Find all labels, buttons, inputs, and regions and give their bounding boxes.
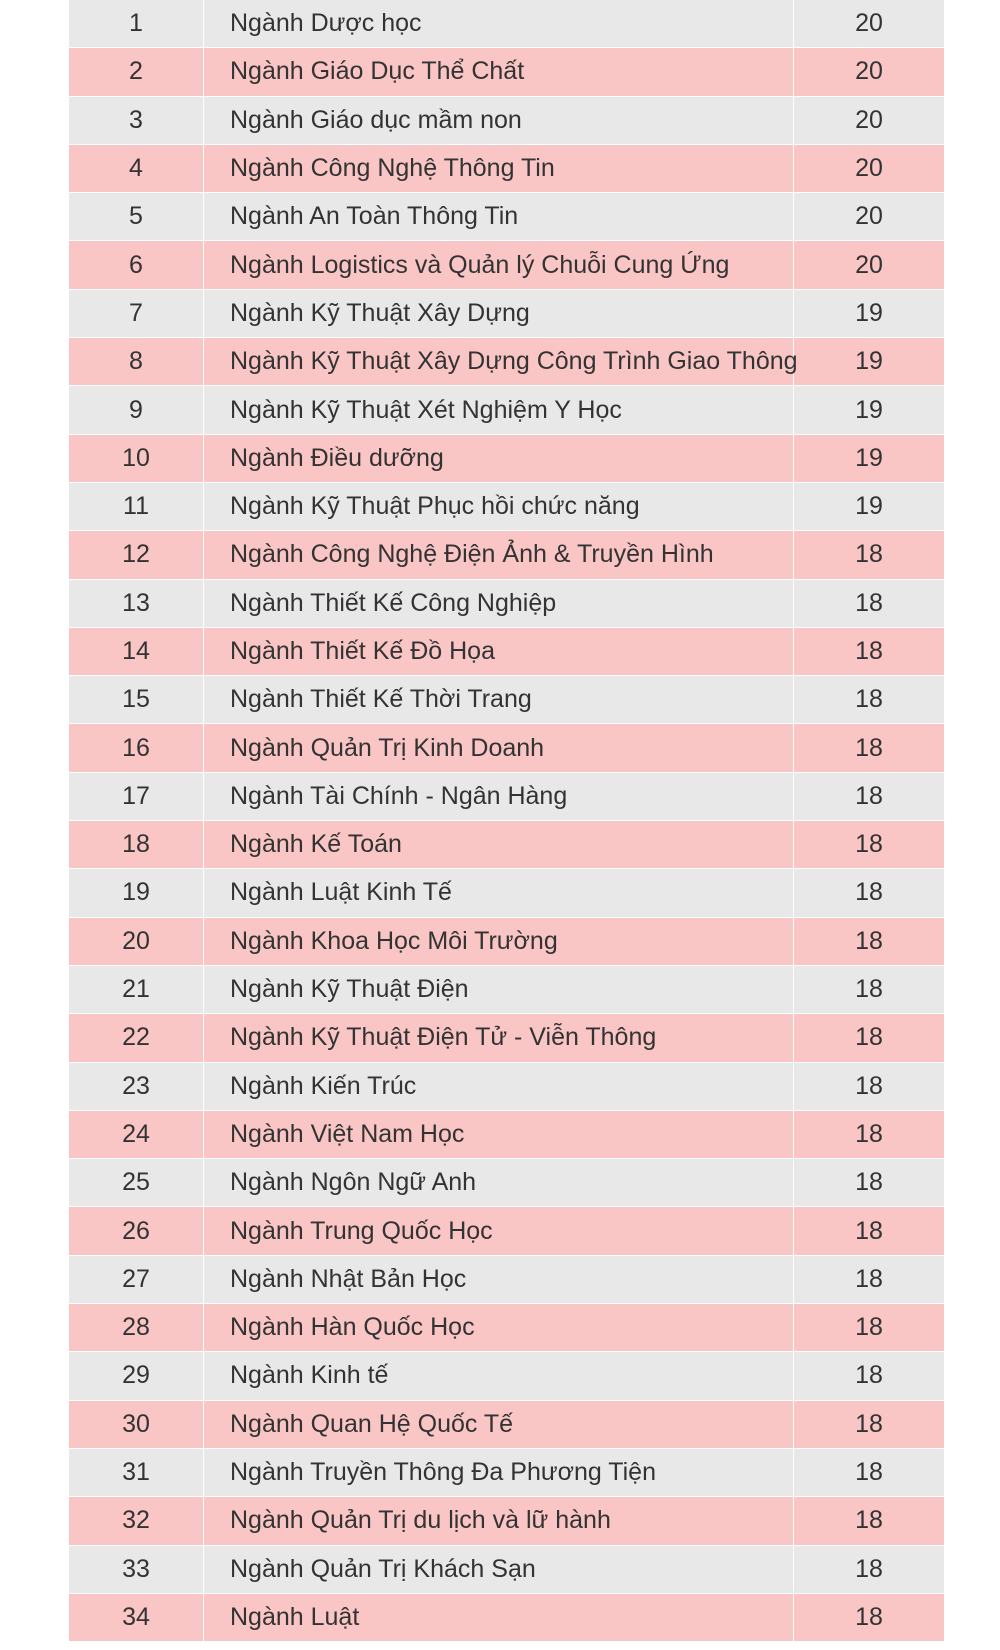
major-name-cell: Ngành Thiết Kế Thời Trang — [204, 676, 794, 723]
major-name-cell: Ngành Kinh tế — [204, 1352, 794, 1399]
row-number-cell: 26 — [69, 1207, 204, 1254]
table-row — [69, 0, 944, 48]
table-row — [69, 1207, 944, 1255]
major-name-cell: Ngành Hàn Quốc Học — [204, 1304, 794, 1351]
row-number-cell: 13 — [69, 580, 204, 627]
table-row — [69, 1014, 944, 1062]
row-number-cell: 33 — [69, 1546, 204, 1593]
table-row — [69, 1304, 944, 1352]
major-name-cell: Ngành Kế Toán — [204, 821, 794, 868]
table-row — [69, 1352, 944, 1400]
table-row — [69, 290, 944, 338]
major-name-cell: Ngành Thiết Kế Đồ Họa — [204, 628, 794, 675]
major-name-cell: Ngành Kỹ Thuật Xét Nghiệm Y Học — [204, 386, 794, 433]
score-cell: 18 — [855, 685, 883, 714]
major-name-cell: Ngành Kỹ Thuật Điện Tử - Viễn Thông — [204, 1014, 794, 1061]
table-row — [69, 1594, 944, 1642]
row-number-cell: 32 — [69, 1497, 204, 1544]
major-name-cell: Ngành Trung Quốc Học — [204, 1207, 794, 1254]
row-number-cell: 8 — [69, 338, 204, 385]
score-cell: 18 — [855, 1458, 883, 1487]
major-name-cell: Ngành Công Nghệ Điện Ảnh & Truyền Hình — [204, 531, 794, 578]
row-number-cell: 29 — [69, 1352, 204, 1399]
major-name-cell: Ngành Luật Kinh Tế — [204, 869, 794, 916]
table-row — [69, 821, 944, 869]
table-row — [69, 386, 944, 434]
major-name-cell: Ngành Quan Hệ Quốc Tế — [204, 1401, 794, 1448]
table-row — [69, 628, 944, 676]
major-name-cell: Ngành Thiết Kế Công Nghiệp — [204, 580, 794, 627]
table-row — [69, 48, 944, 96]
row-number-cell: 1 — [69, 0, 204, 47]
table-row — [69, 483, 944, 531]
score-cell: 19 — [855, 443, 883, 472]
score-cell: 20 — [855, 154, 883, 183]
table-row — [69, 435, 944, 483]
score-cell: 18 — [855, 1119, 883, 1148]
score-cell: 18 — [855, 1023, 883, 1052]
score-cell: 18 — [855, 1168, 883, 1197]
score-cell: 20 — [855, 57, 883, 86]
row-number-cell: 10 — [69, 435, 204, 482]
table-row — [69, 1159, 944, 1207]
major-name-cell: Ngành Quản Trị Kinh Doanh — [204, 724, 794, 771]
table-row — [69, 1256, 944, 1304]
table-row — [69, 773, 944, 821]
row-number-cell: 4 — [69, 145, 204, 192]
score-cell: 18 — [855, 1409, 883, 1438]
major-name-cell: Ngành Kiến Trúc — [204, 1063, 794, 1110]
major-name-cell: Ngành Kỹ Thuật Xây Dựng — [204, 290, 794, 337]
score-cell: 20 — [855, 105, 883, 134]
score-cell: 19 — [855, 298, 883, 327]
row-number-cell: 14 — [69, 628, 204, 675]
score-cell: 18 — [855, 588, 883, 617]
row-number-cell: 7 — [69, 290, 204, 337]
table-row — [69, 1546, 944, 1594]
row-number-cell: 6 — [69, 241, 204, 288]
score-cell: 18 — [855, 1506, 883, 1535]
row-number-cell: 12 — [69, 531, 204, 578]
row-number-cell: 20 — [69, 918, 204, 965]
major-name-cell: Ngành Công Nghệ Thông Tin — [204, 145, 794, 192]
score-cell: 18 — [855, 1554, 883, 1583]
major-name-cell: Ngành Việt Nam Học — [204, 1111, 794, 1158]
major-name-cell: Ngành Kỹ Thuật Điện — [204, 966, 794, 1013]
major-name-cell: Ngành Kỹ Thuật Phục hồi chức năng — [204, 483, 794, 530]
table-row — [69, 869, 944, 917]
row-number-cell: 21 — [69, 966, 204, 1013]
table-row — [69, 338, 944, 386]
row-number-cell: 27 — [69, 1256, 204, 1303]
row-number-cell: 3 — [69, 97, 204, 144]
score-cell: 18 — [855, 540, 883, 569]
score-cell: 18 — [855, 975, 883, 1004]
score-cell: 18 — [855, 1361, 883, 1390]
row-number-cell: 24 — [69, 1111, 204, 1158]
score-cell: 18 — [855, 781, 883, 810]
row-number-cell: 30 — [69, 1401, 204, 1448]
row-number-cell: 23 — [69, 1063, 204, 1110]
score-cell: 18 — [855, 1602, 883, 1631]
table-row — [69, 580, 944, 628]
table-row — [69, 724, 944, 772]
score-cell: 18 — [855, 1264, 883, 1293]
table-row — [69, 1401, 944, 1449]
table-row — [69, 966, 944, 1014]
table-row — [69, 531, 944, 579]
major-name-cell: Ngành Logistics và Quản lý Chuỗi Cung Ứng — [204, 241, 794, 288]
row-number-cell: 17 — [69, 773, 204, 820]
row-number-cell: 16 — [69, 724, 204, 771]
score-cell: 18 — [855, 830, 883, 859]
table-row — [69, 241, 944, 289]
major-name-cell: Ngành Quản Trị du lịch và lữ hành — [204, 1497, 794, 1544]
table-row — [69, 193, 944, 241]
major-name-cell: Ngành Quản Trị Khách Sạn — [204, 1546, 794, 1593]
score-cell: 19 — [855, 347, 883, 376]
score-cell: 20 — [855, 202, 883, 231]
score-cell: 18 — [855, 1071, 883, 1100]
score-cell: 20 — [855, 250, 883, 279]
major-name-cell: Ngành Kỹ Thuật Xây Dựng Công Trình Giao Thông — [204, 338, 794, 385]
majors-score-table — [69, 0, 944, 1642]
score-cell: 18 — [855, 1313, 883, 1342]
major-name-cell: Ngành Truyền Thông Đa Phương Tiện — [204, 1449, 794, 1496]
row-number-cell: 9 — [69, 386, 204, 433]
table-row — [69, 1111, 944, 1159]
row-number-cell: 5 — [69, 193, 204, 240]
major-name-cell: Ngành Dược học — [204, 0, 794, 47]
table-row — [69, 1449, 944, 1497]
major-name-cell: Ngành Điều dưỡng — [204, 435, 794, 482]
row-number-cell: 11 — [69, 483, 204, 530]
table-row — [69, 145, 944, 193]
table-row — [69, 97, 944, 145]
major-name-cell: Ngành Ngôn Ngữ Anh — [204, 1159, 794, 1206]
row-number-cell: 19 — [69, 869, 204, 916]
score-cell: 18 — [855, 926, 883, 955]
score-cell: 18 — [855, 637, 883, 665]
score-cell: 18 — [855, 733, 883, 762]
score-cell: 19 — [855, 492, 883, 521]
score-cell: 18 — [855, 878, 883, 907]
row-number-cell: 28 — [69, 1304, 204, 1351]
row-number-cell: 34 — [69, 1594, 204, 1641]
major-name-cell: Ngành Giáo dục mầm non — [204, 97, 794, 144]
major-name-cell: Ngành An Toàn Thông Tin — [204, 193, 794, 240]
row-number-cell: 2 — [69, 48, 204, 95]
table-row — [69, 1063, 944, 1111]
row-number-cell: 22 — [69, 1014, 204, 1061]
major-name-cell: Ngành Nhật Bản Học — [204, 1256, 794, 1303]
row-number-cell: 25 — [69, 1159, 204, 1206]
row-number-cell: 15 — [69, 676, 204, 723]
table-row — [69, 676, 944, 724]
score-cell: 19 — [855, 395, 883, 424]
table-row — [69, 1497, 944, 1545]
row-number-cell: 18 — [69, 821, 204, 868]
major-name-cell: Ngành Tài Chính - Ngân Hàng — [204, 773, 794, 820]
score-cell: 20 — [855, 9, 883, 38]
major-name-cell: Ngành Khoa Học Môi Trường — [204, 918, 794, 965]
row-number-cell: 31 — [69, 1449, 204, 1496]
major-name-cell: Ngành Luật — [204, 1594, 794, 1641]
score-cell: 18 — [855, 1216, 883, 1245]
table-row — [69, 918, 944, 966]
major-name-cell: Ngành Giáo Dục Thể Chất — [204, 48, 794, 95]
